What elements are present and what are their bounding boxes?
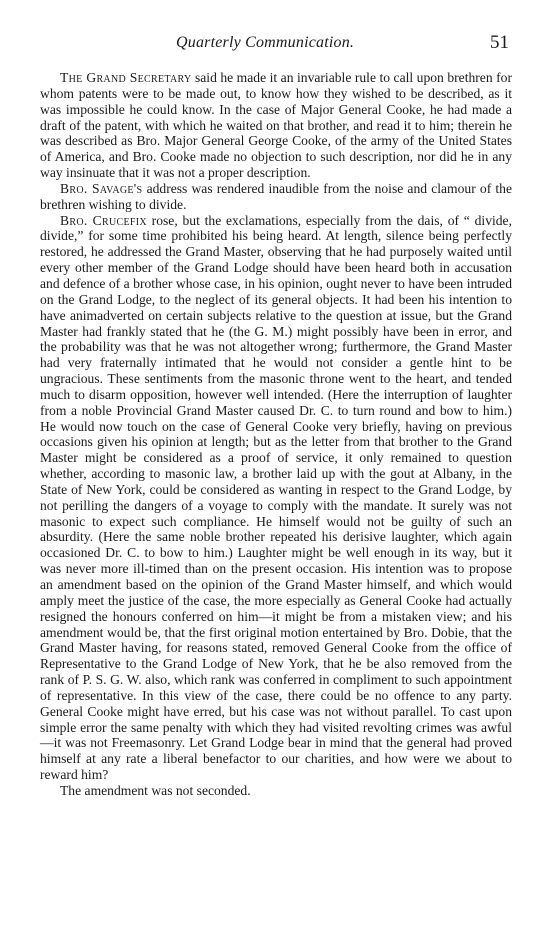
- paragraph-text: rose, but the exclamations, especially from the dais, of “ divide, divide,” for some time prohibited his being heard. At length, silence being perfectly restored, he addressed the Grand Master, observing that he had purposely waited until every other member of the Grand Lodge should have been heard both in accusation and defence of a brother whose case, in his opinion, ought never to have been intruded on the Grand Lodge, to the neglect of its general objects. It had been his intention to have animadverted on certain subjects relative to the question at issue, but the Grand Master had frankly stated that he (the G. M.) might possibly have been in error, and the probability was that he was not altogether wrong; furthermore, the Grand Master had very fraternally intimated that he would not consider a gentle hint to be ungracious. These sentiments from the masonic throne went to the heart, and tended much to disarm opposition, however well intended. (Here the interruption of laughter from a noble Provincial Grand Master caused Dr. C. to turn round and bow to him.) He would now touch on the case of General Cooke very briefly, having on previous occasions given his opinion at length; but as the letter from that brother to the Grand Master might be considered as a proof of service, it only remained to question whether, according to masonic law, a brother laid up with the gout at Albany, in the State of New York, could be considered as wanting in respect to the Grand Lodge, by not perilling the dangers of a voyage to comply with the mandate. It surely was not masonic to expect such compliance. He himself would not be guilty of such an absurdity. (Here the same noble brother repeated his derisive laughter, which again occasioned Dr. C. to bow to him.) Laughter might be well enough in its way, but it was never more ill-timed than on the present occasion. His intention was to propose an amendment based on the opinion of the Grand Master himself, and which would amply meet the justice of the case, the more especially as General Cooke had actually resigned the honours conferred on him—it might be from a mistaken view; and his amendment would be, that the first original motion entertained by Bro. Dobie, that the Grand Master having, for reasons stated, removed General Cooke from the office of Representative to the Grand Lodge of New York, that he be also removed from the rank of P. S. G. W. also, which rank was conferred in compliment to such appointment of representative. In this view of the case, there could be no offence to any party. General Cooke might have erred, but his case was not without parallel. To cast upon simple error the same penalty with which they had visited revolting crimes was awful—it was not Freemasonry. Let Grand Lodge bear in mind that the general had proved himself at any rate a liberal benefactor to our charities, and how were we about to reward him?: [40, 212, 512, 783]
- speaker-name: Bro. Crucefix: [60, 212, 147, 228]
- paragraph: [40, 70, 512, 181]
- running-header: [40, 34, 509, 56]
- paragraph-text: address was rendered inaudible from the noise and clamour of the brethren wishing to divide.: [40, 180, 512, 212]
- body-text: [40, 70, 512, 799]
- speaker-name: Bro. Savage's: [60, 180, 143, 196]
- header-title: Quarterly Communication.: [176, 34, 355, 51]
- paragraph-text: The amendment was not seconded.: [60, 782, 251, 798]
- paragraph-text: said he made it an invariable rule to call upon brethren for whom patents were to be made out, to know how they wished to be described, as it was impossible he could know. In the case of Major General Cooke, he had made a draft of the patent, with which he waited on that brother, and read it to him; therein he was described as Bro. Major General George Cooke, of the army of the United States of America, and Bro. Cooke made no objection to such description, nor did he in any way insinuate that it was not a proper description.: [40, 70, 512, 181]
- speaker-name: The Grand Secretary: [60, 70, 192, 85]
- paragraph: [40, 783, 512, 799]
- paragraph: [40, 181, 512, 213]
- paragraph: [40, 213, 512, 783]
- page-number: 51: [490, 32, 509, 53]
